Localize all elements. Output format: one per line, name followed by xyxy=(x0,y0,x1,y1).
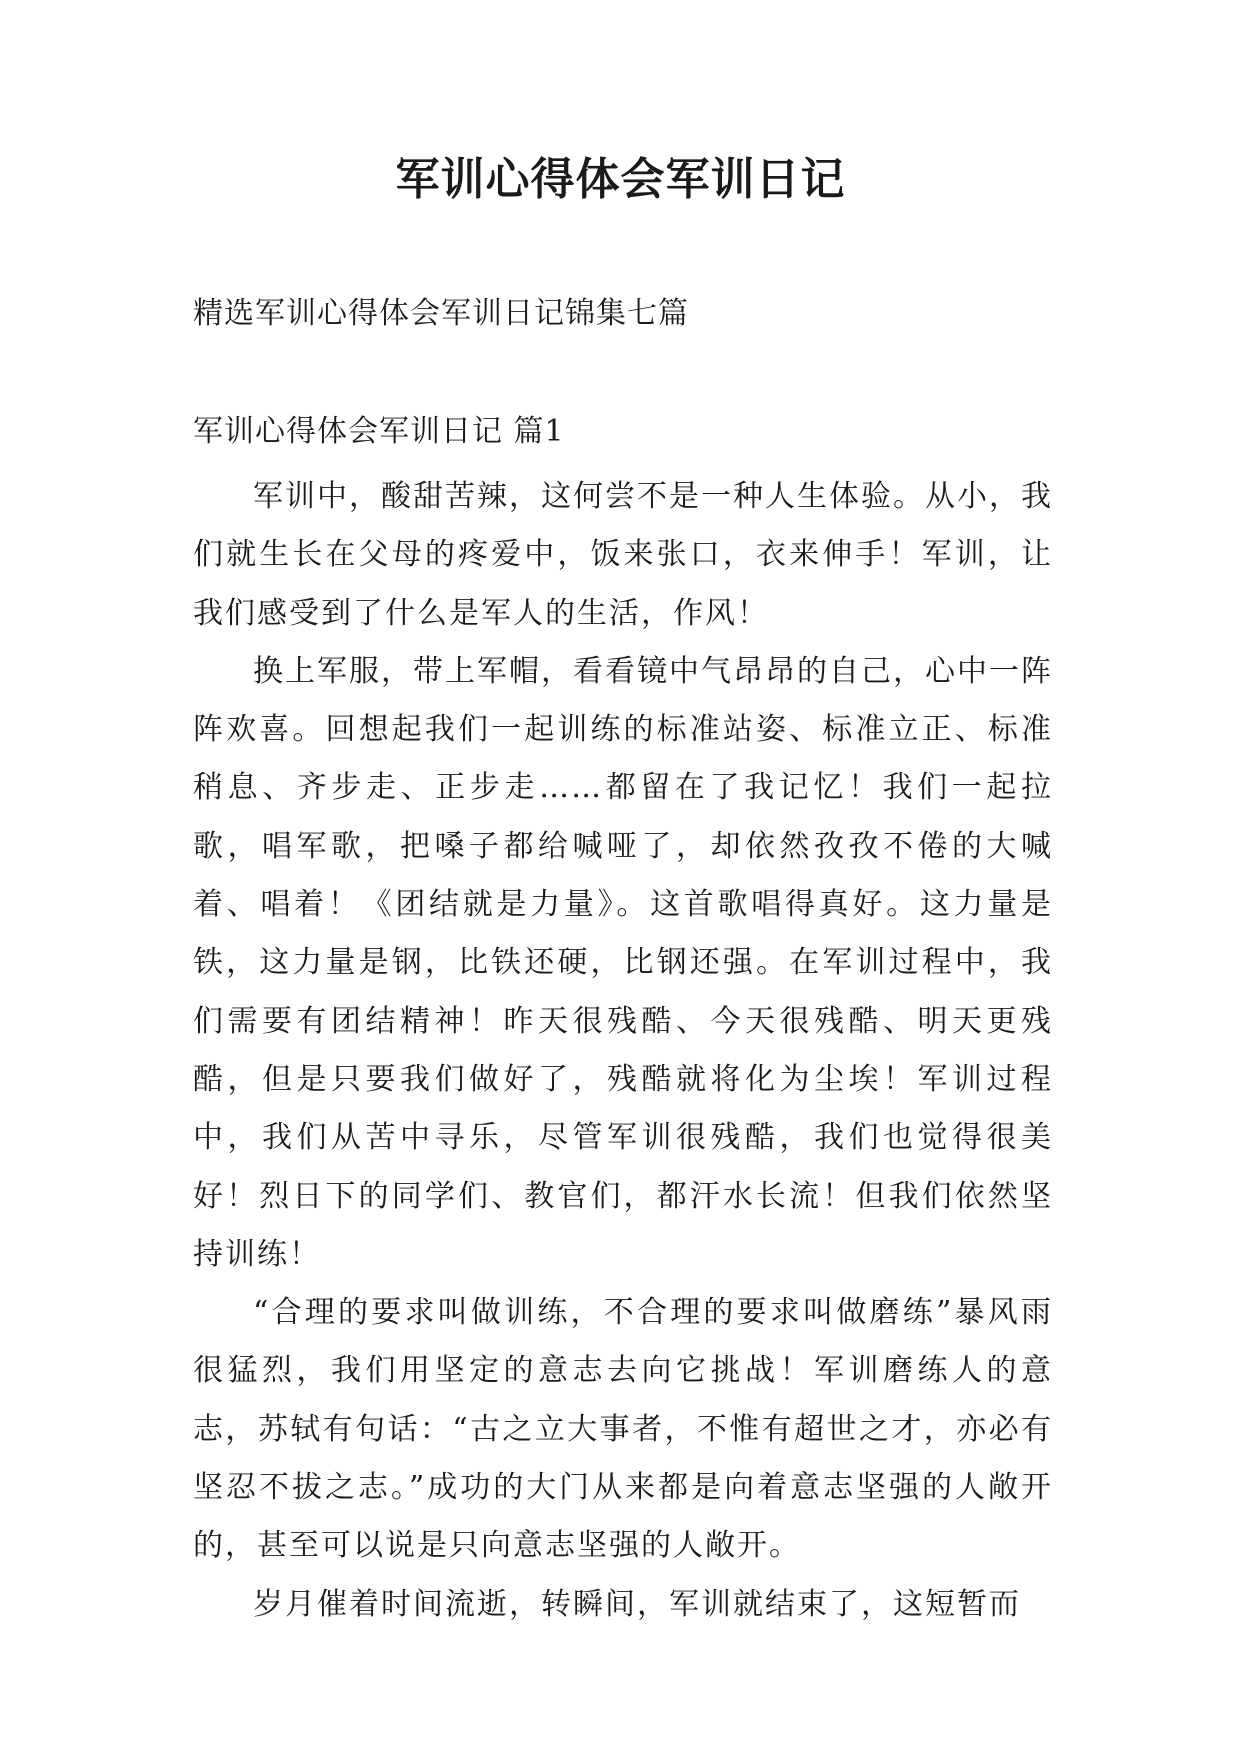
paragraph: “合理的要求叫做训练，不合理的要求叫做磨练”暴风雨很猛烈，我们用坚定的意志去向它挑战！军训磨练人的意志，苏轼有句话：“古之立大事者，不惟有超世之才，亦必有坚忍不拔之志。”成功的大门从来都是向着意志坚强的人敞开的，甚至可以说是只向意志坚强的人敞开。 xyxy=(193,1295,1053,1564)
document-subtitle: 精选军训心得体会军训日记锦集七篇 xyxy=(193,296,689,331)
document-body xyxy=(193,468,1053,1634)
section-heading: 军训心得体会军训日记 篇1 xyxy=(193,414,565,449)
paragraph: 岁月催着时间流逝，转瞬间，军训就结束了，这短暂而 xyxy=(253,1586,1021,1622)
paragraph: 军训中，酸甜苦辣，这何尝不是一种人生体验。从小，我们就生长在父母的疼爱中，饭来张口，衣来伸手！军训，让我们感受到了什么是军人的生活，作风！ xyxy=(193,479,1053,631)
document-title: 军训心得体会军训日记 xyxy=(395,154,846,205)
paragraph: 换上军服，带上军帽，看看镜中气昂昂的自己，心中一阵阵欢喜。回想起我们一起训练的标准站姿、标准立正、标准稍息、齐步走、正步走……都留在了我记忆！我们一起拉歌，唱军歌，把嗓子都给喊哑了，却依然孜孜不倦的大喊着、唱着！《团结就是力量》。这首歌唱得真好。这力量是铁，这力量是钢，比铁还硬，比钢还强。在军训过程中，我们需要有团结精神！昨天很残酷、今天很残酷、明天更残酷，但是只要我们做好了，残酷就将化为尘埃！军训过程中，我们从苦中寻乐，尽管军训很残酷，我们也觉得很美好！烈日下的同学们、教官们，都汗水长流！但我们依然坚持训练！ xyxy=(193,653,1053,1272)
